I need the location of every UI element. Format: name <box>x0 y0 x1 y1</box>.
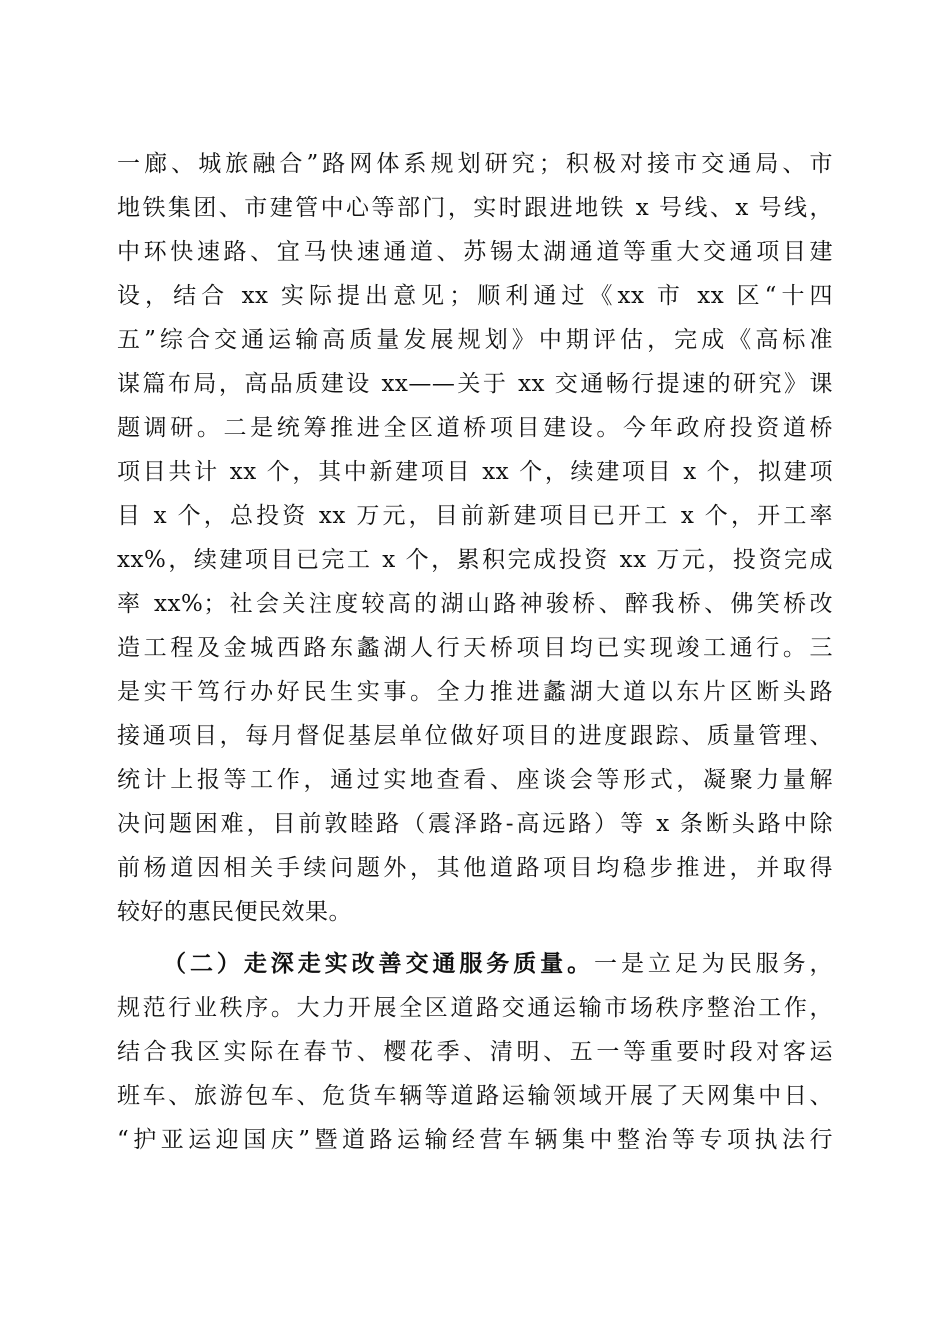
text-line: 规范行业秩序。大力开展全区道路交通运输市场秩序整治工作， <box>117 995 833 1021</box>
text-line: 谋篇布局，高品质建设 xx——关于 xx 交通畅行提速的研究》课 <box>117 371 833 397</box>
text-line: 造工程及金城西路东蠡湖人行天桥项目均已实现竣工通行。三 <box>117 635 833 661</box>
text-line: 是实干笃行办好民生实事。全力推进蠡湖大道以东片区断头路 <box>117 679 833 705</box>
section-heading: （二）走深走实改善交通服务质量。 <box>163 950 594 977</box>
section-heading-line <box>117 942 833 986</box>
text-line: 接通项目，每月督促基层单位做好项目的进度跟踪、质量管理、 <box>117 723 833 749</box>
text-line: 率 xx%；社会关注度较高的湖山路神骏桥、醉我桥、佛笑桥改 <box>117 591 833 617</box>
text-line: 五”综合交通运输高质量发展规划》中期评估，完成《高标准 <box>117 327 833 353</box>
text-line: “护亚运迎国庆”暨道路运输经营车辆集中整治等专项执法行 <box>117 1127 833 1153</box>
text-line: 结合我区实际在春节、樱花季、清明、五一等重要时段对客运 <box>117 1039 833 1065</box>
document-body <box>117 142 833 1162</box>
text-line: 前杨道因相关手续问题外，其他道路项目均稳步推进，并取得 <box>117 855 833 881</box>
text-line: 班车、旅游包车、危货车辆等道路运输领域开展了天网集中日、 <box>117 1083 833 1109</box>
text-line: 统计上报等工作，通过实地查看、座谈会等形式，凝聚力量解 <box>117 767 833 793</box>
paragraph-2 <box>117 942 833 1162</box>
paragraph-spacer <box>117 934 833 942</box>
text-line: 目 x 个，总投资 xx 万元，目前新建项目已开工 x 个，开工率 <box>117 503 833 529</box>
text-line: 决问题困难，目前敦睦路（震泽路-高远路）等 x 条断头路中除 <box>117 811 833 837</box>
section-heading-continuation: 一是立足为民服务， <box>594 951 833 977</box>
text-line: 设，结合 xx 实际提出意见；顺利通过《xx 市 xx 区“十四 <box>117 283 834 309</box>
text-line: 题调研。二是统筹推进全区道桥项目建设。今年政府投资道桥 <box>117 415 833 441</box>
text-line: 地铁集团、市建管中心等部门，实时跟进地铁 x 号线、x 号线， <box>117 195 833 221</box>
text-line: xx%，续建项目已完工 x 个，累积完成投资 xx 万元，投资完成 <box>117 547 833 573</box>
text-line: 较好的惠民便民效果。 <box>117 899 352 925</box>
paragraph-1 <box>117 142 833 934</box>
text-line: 项目共计 xx 个，其中新建项目 xx 个，续建项目 x 个，拟建项 <box>117 459 833 485</box>
text-line: 一廊、城旅融合”路网体系规划研究；积极对接市交通局、市 <box>117 151 833 177</box>
text-line: 中环快速路、宜马快速通道、苏锡太湖通道等重大交通项目建 <box>117 239 833 265</box>
